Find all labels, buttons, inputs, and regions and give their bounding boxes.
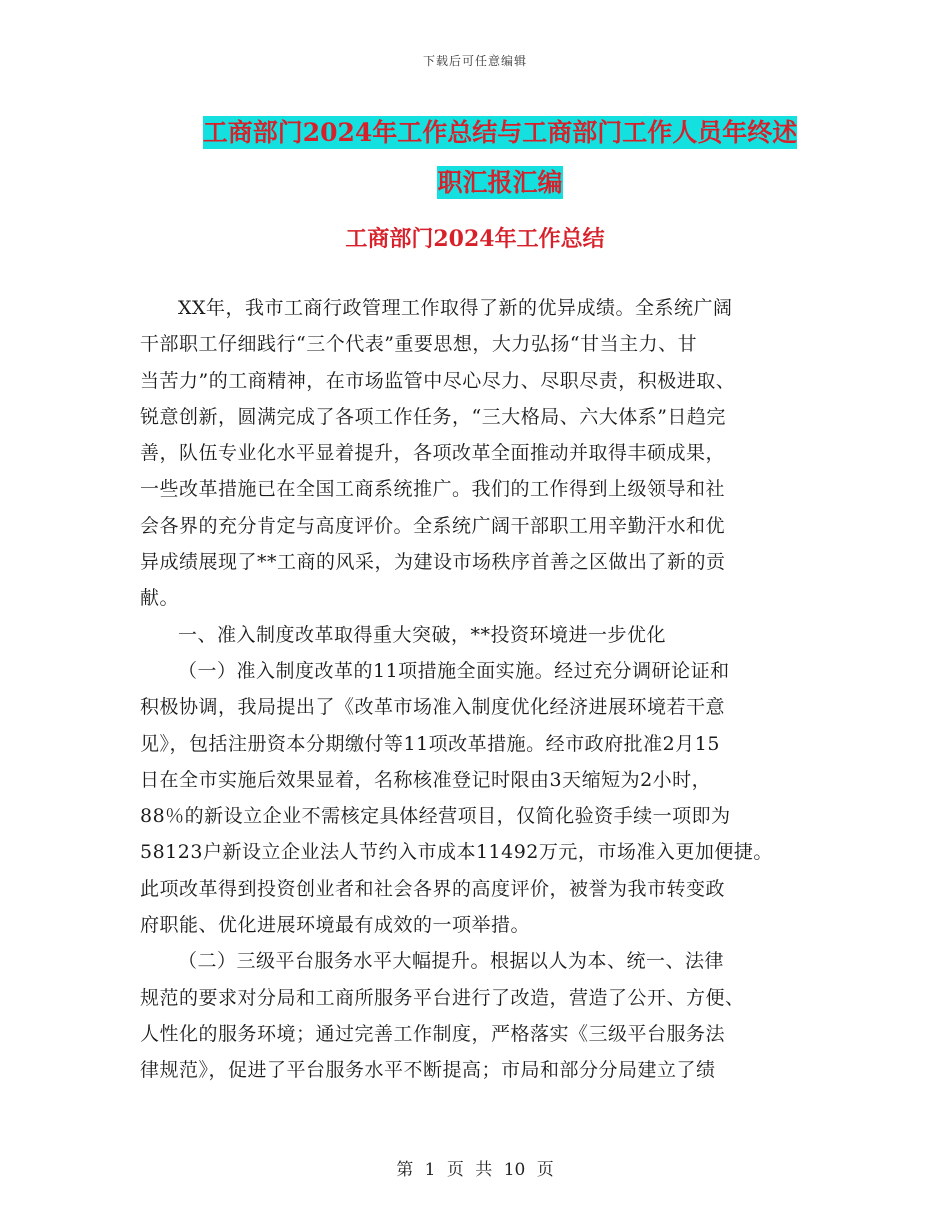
paragraph-1-line: 当苦力”的工商精神，在市场监管中尽心尽力、尽职尽责，积极进取、: [140, 369, 736, 392]
header-note: 下载后可任意编辑: [422, 54, 527, 68]
paragraph-1-line: 会各界的充分肯定与高度评价。全系统广阔干部职工用辛勤汗水和优: [140, 514, 726, 537]
paragraph-2-line: 此项改革得到投资创业者和社会各界的高度评价，被誉为我市转变政: [140, 877, 726, 900]
paragraph-3-line: （二）三级平台服务水平大幅提升。根据以人为本、统一、法律: [178, 950, 725, 973]
title-line-1: 工商部门2024年工作总结与工商部门工作人员年终述: [202, 118, 798, 147]
paragraph-1-line: 异成绩展现了**工商的风采，为建设市场秩序首善之区做出了新的贡: [140, 551, 726, 574]
page-footer: 第 1 页 共 10 页: [396, 1160, 554, 1180]
document-title: [150, 108, 850, 208]
paragraph-2-line: 积极协调，我局提出了《改革市场准入制度优化经济进展环境若干意: [140, 696, 726, 719]
document-body: [140, 290, 830, 1089]
paragraph-1-line: 干部职工仔细践行“三个代表”重要思想，大力弘扬“甘当主力、甘: [140, 333, 698, 356]
paragraph-1-line: 善，队伍专业化水平显着提升，各项改革全面推动并取得丰硕成果，: [140, 442, 726, 465]
paragraph-2-line: 88％的新设立企业不需核定具体经营项目，仅简化验资手续一项即为: [140, 805, 731, 828]
paragraph-1-line: 一些改革措施已在全国工商系统推广。我们的工作得到上级领导和社: [140, 478, 726, 501]
paragraph-1-line: 献。: [140, 587, 180, 610]
paragraph-1-line: 锐意创新，圆满完成了各项工作任务，“三大格局、六大体系”日趋完: [140, 405, 726, 428]
paragraph-2-line: 见》，包括注册资本分期缴付等11项改革措施。经市政府批准2月15: [140, 732, 720, 755]
paragraph-2-line: 58123户新设立企业法人节约入市成本11492万元，市场准入更加便捷。: [140, 841, 773, 864]
paragraph-1-line: XX年，我市工商行政管理工作取得了新的优异成绩。全系统广阔: [178, 297, 733, 319]
title-line-2: 职汇报汇编: [437, 168, 563, 197]
paragraph-2-line: 府职能、优化进展环境最有成效的一项举措。: [140, 914, 531, 937]
paragraph-3-line: 人性化的服务环境；通过完善工作制度，严格落实《三级平台服务法: [140, 1022, 726, 1045]
paragraph-3-line: 规范的要求对分局和工商所服务平台进行了改造，营造了公开、方便、: [140, 986, 745, 1009]
section-title: 工商部门2024年工作总结: [345, 226, 605, 252]
heading-1: 一、准入制度改革取得重大突破，**投资环境进一步优化: [178, 623, 667, 646]
paragraph-3-line: 律规范》，促进了平台服务水平不断提高；市局和部分分局建立了绩: [140, 1059, 716, 1082]
paragraph-2-line: 日在全市实施后效果显着，名称核准登记时限由3天缩短为2小时，: [140, 768, 712, 791]
paragraph-2-line: （一）准入制度改革的11项措施全面实施。经过充分调研论证和: [178, 659, 730, 682]
